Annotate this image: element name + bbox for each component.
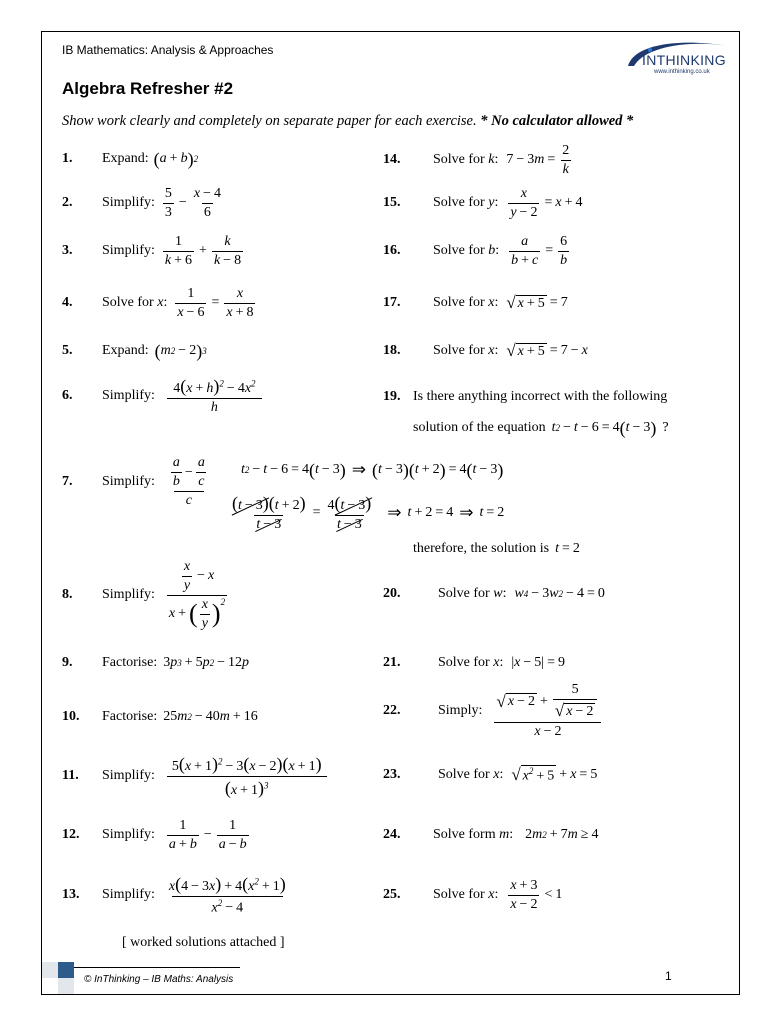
problem-14: 14. Solve for k : 7 − 3 m = $\frac{2}{k}$ [383, 142, 573, 178]
problem-12-expression: $\frac{1}{a + b}$ − $\frac{1}{a - b}$ [168, 817, 247, 852]
inthinking-logo [620, 36, 732, 80]
problem-20: 20. Solve for w : w 4 − 3 w 2 − 4 = 0 [383, 586, 605, 601]
problem-17: 17. Solve for x : √ x + 5 = 7 [383, 293, 568, 312]
problem-9: 9. Factorise: 3 p 3 + 5 p 2 − 12 p [62, 655, 250, 670]
problem-23: 23. Solve for x : √ $x^2 + 5$ + x = 5 [383, 765, 598, 784]
problem-7: 7. Simplify: $\frac{a}{b}$ − $\frac{a}{c}$ c [62, 452, 213, 512]
problem-11-expression: $\frac{5(x + 1)^2 - 3(x - 2)(x + 1)}{(x + 1)^3}$ [165, 754, 329, 799]
problem-20-expression: w 4 − 3 w 2 − 4 = 0 [514, 586, 605, 601]
problem-19-conclusion: therefore, the solution is t = 2 [413, 541, 580, 556]
problem-3-expression: $\frac{1}{k + 6}$ + $\frac{k}{k - 8}$ [164, 233, 242, 268]
logo-text: INTHINKING [642, 52, 726, 68]
problem-2: 2. Simplify: $\frac{5}{3}$ − $\frac{x - 4}{6}$ [62, 185, 225, 221]
problem-12: 12. Simplify: $\frac{1}{a + b}$ − $\frac{1}{a - b}$ [62, 817, 251, 853]
problem-18: 18. Solve for x : √ x + 5 = 7 − x [383, 341, 588, 360]
problem-19-step-1: t 2 − t − 6 = 4 ( t − 3 ) ⇒ ( t − 3 )( t + 2 ) = 4 ( t − 3 ) [241, 459, 504, 480]
problem-13: 13. Simplify: $\frac{x(4 - 3x) + 4(x^2 + 1)}{x^2 - 4}$ [62, 874, 290, 916]
problem-4: 4. Solve for x : $\frac{1}{x - 6}$ = $\frac{x}{x + 8}$ [62, 285, 257, 321]
problem-2-expression: $\frac{5}{3}$ − $\frac{x - 4}{6}$ [164, 185, 221, 220]
problem-19-equation: t 2 − t − 6 = 4 ( t − 3 ) [551, 417, 657, 438]
problem-22: 22. Simply: √ x − 2 + 5 √ x − 2 x − 2 [383, 682, 603, 740]
problem-5: 5. Expand: ( m 2 − 2 ) 3 [62, 340, 207, 361]
problem-13-expression: $\frac{x(4 - 3x) + 4(x^2 + 1)}{x^2 - 4}$ [168, 873, 286, 916]
logo-url: www.inthinking.co.uk [654, 69, 710, 75]
problem-4-expression: $\frac{1}{x - 6}$ = $\frac{x}{x + 8}$ [177, 285, 254, 320]
problem-18-expression: √ x + 5 = 7 − x [506, 341, 588, 360]
page-number: 1 [665, 969, 672, 983]
problem-8: 8. Simplify: $\frac{x}{y}$ − x x + ( $\frac{x}{y}$ ) 2 [62, 573, 229, 617]
no-calculator-note: * No calculator allowed * [480, 113, 634, 129]
problem-10-expression: 25 m 2 − 40 m + 16 [163, 709, 258, 724]
problem-6-expression: $\frac{4(x + h)^2 - 4x^2}{h}$ [165, 376, 264, 416]
problem-25: 25. Solve for x : $\frac{x + 3}{x - 2}$ < 1 [383, 877, 563, 912]
footer-copyright: © InThinking – IB Maths: Analysis [84, 974, 234, 985]
problem-7-expression: $\frac{a}{b}$ − $\frac{a}{c}$ c [172, 455, 205, 508]
problem-25-expression: $\frac{x + 3}{x - 2}$ < 1 [510, 877, 563, 912]
problem-5-expression: ( m 2 − 2 ) 3 [154, 340, 207, 361]
problem-15: 15. Solve for y : $\frac{x}{y - 2}$ = x + 4 [383, 185, 583, 220]
problem-10: 10. Factorise: 25 m 2 − 40 m + 16 [62, 709, 258, 724]
problem-23-expression: √ $x^2 + 5$ + x = 5 [511, 765, 598, 784]
problem-19-line-2: solution of the equation t 2 − t − 6 = 4 ( t − 3 ) ? [413, 417, 669, 438]
problem-22-expression: √ x − 2 + 5 √ x − 2 x − 2 [492, 682, 603, 740]
problem-16-expression: $\frac{a}{b + c}$ = $\frac{6}{b}$ [511, 233, 568, 268]
problem-24-expression: 2 m 2 + 7 m ≥ 4 [525, 827, 599, 842]
worked-solutions-note: [ worked solutions attached ] [122, 935, 285, 950]
problem-11: 11. Simplify: $\frac{5(x + 1)^2 - 3(x - 2)(x + 1)}{(x + 1)^3}$ [62, 755, 329, 797]
problem-1-expression: ( a + b ) 2 [153, 148, 199, 169]
problem-3: 3. Simplify: $\frac{1}{k + 6}$ + $\frac{k}{k - 8}$ [62, 233, 245, 269]
problem-19-step-2: $\frac{(t - 3)(t + 2)}{t - 3}$ = $\frac{4(t - 3)}{t - 3}$ ⇒ t + 2 = 4 ⇒ t = 2 [232, 493, 505, 532]
problem-17-expression: √ x + 5 = 7 [506, 293, 568, 312]
problem-24: 24. Solve form m : 2 m 2 + 7 m ≥ 4 [383, 827, 599, 842]
problem-15-expression: $\frac{x}{y - 2}$ = x + 4 [510, 185, 583, 220]
page-title: Algebra Refresher #2 [62, 79, 234, 98]
instruction-text: Show work clearly and completely on separate paper for each exercise. [62, 113, 477, 129]
problem-9-expression: 3 p 3 + 5 p 2 − 12 p [163, 655, 250, 670]
problem-14-expression: 7 − 3 m = $\frac{2}{k}$ [506, 142, 570, 177]
problem-19-line-1: 19. Is there anything incorrect with the following [383, 389, 668, 404]
instructions [62, 113, 633, 130]
course-name: IB Mathematics: Analysis & Approaches [62, 43, 274, 57]
problem-16: 16. Solve for b : $\frac{a}{b + c}$ = $\frac{6}{b}$ [383, 233, 571, 269]
problem-21: 21. Solve for x : | x − 5 | = 9 [383, 655, 565, 670]
problem-8-expression: $\frac{x}{y}$ − x x + ( $\frac{x}{y}$ ) 2 [168, 558, 226, 631]
problem-21-expression: | x − 5 | = 9 [511, 655, 565, 670]
problem-1: 1. Expand: ( a + b ) 2 [62, 148, 199, 169]
problem-6: 6. Simplify: $\frac{4(x + h)^2 - 4x^2}{h}$ [62, 377, 264, 415]
